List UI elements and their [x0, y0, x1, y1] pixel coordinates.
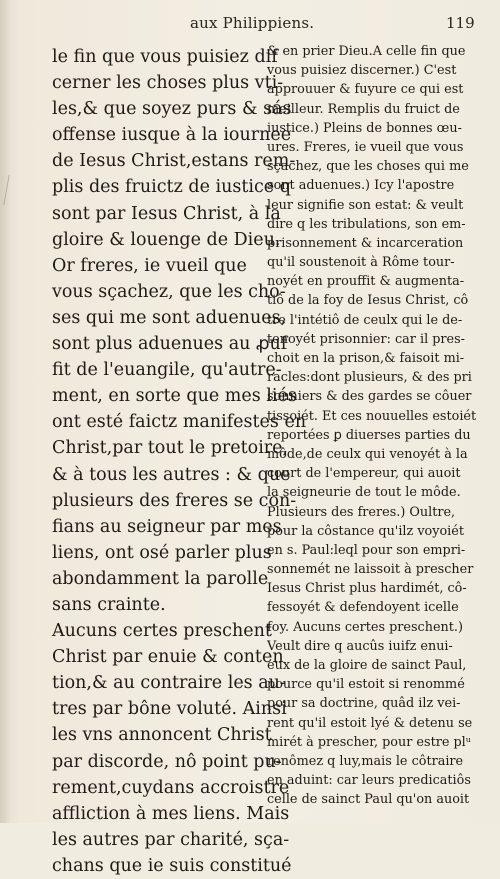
- commentary-line: la seigneurie de tout le môde.: [267, 485, 461, 501]
- commentary-line: reportées ꝑ diuerses parties du: [267, 427, 471, 443]
- commentary-line: mirét à prescher, pour estre plᵘ: [267, 734, 471, 750]
- text-line: plis des fruictz de iustice q: [52, 177, 291, 198]
- commentary-line: qu'il soustenoit à Rôme tour-: [267, 255, 455, 271]
- commentary-line: sont aduenues.) Icy l'apostre: [267, 178, 455, 194]
- commentary-line: prisonnement & incarceration: [267, 235, 464, 251]
- page-number: 119: [446, 14, 475, 32]
- commentary-line: en aduint: car leurs predicatiôs: [267, 773, 471, 789]
- commentary-line: tiô de la foy de Iesus Christ, cô: [267, 293, 469, 309]
- text-line: chans que ie suis constitué: [52, 855, 292, 876]
- text-line: Or freres, ie vueil que: [52, 255, 247, 276]
- text-line: les vns annoncent Christ: [52, 725, 272, 746]
- commentary-line: choit en la prison,& faisoit mi-: [267, 351, 465, 366]
- text-line: fit de l'euangile, qu'autre-: [52, 360, 282, 381]
- commentary-line: noyét en prouffit & augmenta-: [267, 274, 465, 290]
- commentary-line: foy. Aucuns certes preschent.): [267, 619, 463, 635]
- commentary-line: sonnemét ne laissoit à prescher: [267, 562, 474, 578]
- text-line: cerner les choses plus vti-: [52, 73, 284, 94]
- commentary-line: pource qu'il estoit si renommé: [267, 677, 465, 693]
- commentary-line: sonniers & des gardes se côuer: [267, 389, 472, 405]
- text-line: de Iesus Christ,estans rem-: [52, 151, 296, 172]
- text-line: affliction à mes liens. Mais: [52, 803, 290, 824]
- text-line: ses qui me sont aduenues,: [52, 307, 287, 328]
- commentary-line: vous puisiez discerner.) C'est: [267, 63, 457, 79]
- commentary-line: rent qu'il estoit lyé & detenu se: [267, 715, 473, 731]
- text-line: Christ,par tout le pretoire,: [52, 438, 289, 459]
- commentary-line: & en prier Dieu.A celle fin que: [267, 44, 466, 59]
- text-line: sans crainte.: [52, 594, 166, 615]
- text-line: ment, en sorte que mes liés: [52, 386, 297, 407]
- text-line: liens, ont osé parler plus: [52, 542, 272, 563]
- commentary-line: racles:dont plusieurs, & des pri: [267, 370, 472, 386]
- page-header: [0, 14, 500, 38]
- commentary-line: iustice.) Pleins de bonnes œu-: [267, 120, 462, 136]
- commentary-line: court de l'empereur, qui auoit: [267, 466, 461, 482]
- text-line: rement,cuydans accroistre: [52, 777, 290, 798]
- commentary-line: celle de sainct Paul qu'on auoit: [267, 792, 470, 808]
- text-line: Aucuns certes preschent: [52, 621, 272, 642]
- commentary-line: eux de la gloire de sainct Paul,: [267, 658, 467, 673]
- text-line: les autres par charité, sça-: [52, 829, 290, 850]
- text-line: sont plus aduenues au ꝓuf: [52, 334, 288, 355]
- commentary-line: approuuer & fuyure ce qui est: [267, 82, 464, 98]
- commentary-line: meilleur. Remplis du fruict de: [267, 101, 460, 117]
- text-line: tion,& au contraire les au-: [52, 673, 286, 694]
- commentary-line: renômez q luy,mais le côtraire: [267, 753, 464, 769]
- commentary-line: tissoiét. Et ces nouuelles estoiét: [267, 408, 477, 424]
- text-line: plusieurs des freres se con-: [52, 490, 297, 511]
- text-line: tres par bône voluté. Ainsi: [52, 699, 287, 720]
- commentary-line: leur signifie son estat: & veult: [267, 197, 464, 213]
- text-line: abondamment la parolle: [52, 568, 269, 589]
- text-line: gloire & louenge de Dieu.: [52, 229, 281, 250]
- text-line: vous sçachez, que les cho-: [52, 281, 286, 302]
- text-line: sont par Iesus Christ, à la: [52, 203, 281, 224]
- text-line: ont esté faictz manifestes en: [52, 412, 307, 433]
- main-text-column: [52, 44, 307, 879]
- text-line: & à tous les autres : & que: [52, 464, 291, 485]
- text-line: les,& que soyez purs & sás: [52, 99, 292, 120]
- commentary-line: Veult dire q aucûs iuifz enui-: [267, 638, 453, 654]
- commentary-line: môde,de ceulx qui venoyét à la: [267, 446, 468, 462]
- commentary-column: [267, 42, 475, 810]
- running-head: aux Philippiens.: [190, 14, 315, 32]
- commentary-line: tre l'intétiô de ceulx qui le de-: [267, 312, 463, 328]
- commentary-line: pour sa doctrine, quâd ilz vei-: [267, 696, 461, 712]
- commentary-line: Plusieurs des freres.) Oultre,: [267, 504, 456, 520]
- commentary-line: sçachez, que les choses qui me: [267, 159, 469, 175]
- commentary-line: pour la côstance qu'ilz voyoiét: [267, 523, 464, 539]
- text-line: fians au seigneur par mes: [52, 516, 282, 537]
- text-line: par discorde, nô point pu-: [52, 751, 282, 772]
- commentary-line: dire q les tribulations, son em-: [267, 216, 466, 232]
- text-line: Christ par enuie & conten: [52, 647, 284, 668]
- commentary-line: en s. Paul:leql pour son empri-: [267, 542, 466, 558]
- commentary-line: fessoyét & defendoyent icelle: [267, 600, 459, 616]
- gutter-shadow: [0, 0, 10, 823]
- text-line: offense iusque à la iournee: [52, 125, 292, 146]
- commentary-line: ures. Freres, ie vueil que vous: [267, 139, 464, 155]
- text-line: le fin que vous puisiez dif: [52, 47, 278, 67]
- commentary-line: tenoyét prisonnier: car il pres-: [267, 331, 466, 347]
- commentary-line: Iesus Christ plus hardimét, cô-: [267, 581, 467, 597]
